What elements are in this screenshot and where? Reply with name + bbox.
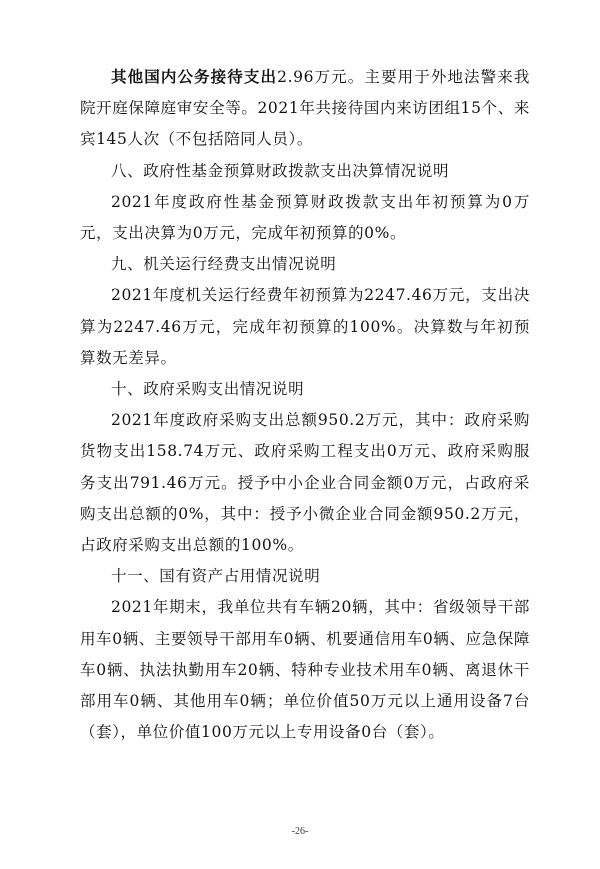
operating-paragraph: 2021年度机关运行经费年初预算为2247.46万元，支出决算为2247.46万元，完成年初预算的100%。决算数与年初预算数无差异。: [80, 286, 530, 367]
page-number: -26-: [291, 826, 309, 837]
assets-heading: 十一、国有资产占用情况说明: [111, 567, 321, 586]
assets-paragraph: 2021年期末，我单位共有车辆20辆，其中：省级领导干部用车0辆、主要领导干部用车0辆、机要通信用车0辆、应急保障车0辆、执法执勤用车20辆、特种专业技术用车0辆、离退休干部用车0辆、其他用车0辆；单位价值50万元以上通用设备7台（套），单位价值100万元以上专用设备0台（套）。: [80, 598, 530, 742]
reception-lead: 其他国内公务接待支出: [111, 68, 278, 86]
operating-heading: 九、机关运行经费支出情况说明: [111, 255, 337, 274]
procurement-paragraph: 2021年度政府采购支出总额950.2万元，其中：政府采购货物支出158.74万元、政府采购工程支出0万元、政府采购服务支出791.46万元。授予中小企业合同金额0万元，占政府采购支出总额的0%，其中：授予小微企业合同金额950.2万元，占政府采购支出总额的100%。: [80, 411, 530, 555]
fund-heading: 八、政府性基金预算财政拨款支出决算情况说明: [111, 161, 450, 180]
reception-text: 2.96万元。主要用于外地法警来我院开庭保障庭审安全等。2021年共接待国内来访团组15个、来宾145人次（不包括陪同人员）。: [80, 68, 530, 149]
fund-paragraph: 2021年度政府性基金预算财政拨款支出年初预算为0万元，支出决算为0万元，完成年初预算的0%。: [80, 192, 530, 243]
document-body: [80, 62, 530, 748]
reception-paragraph: [80, 62, 530, 156]
procurement-heading: 十、政府采购支出情况说明: [111, 380, 305, 399]
